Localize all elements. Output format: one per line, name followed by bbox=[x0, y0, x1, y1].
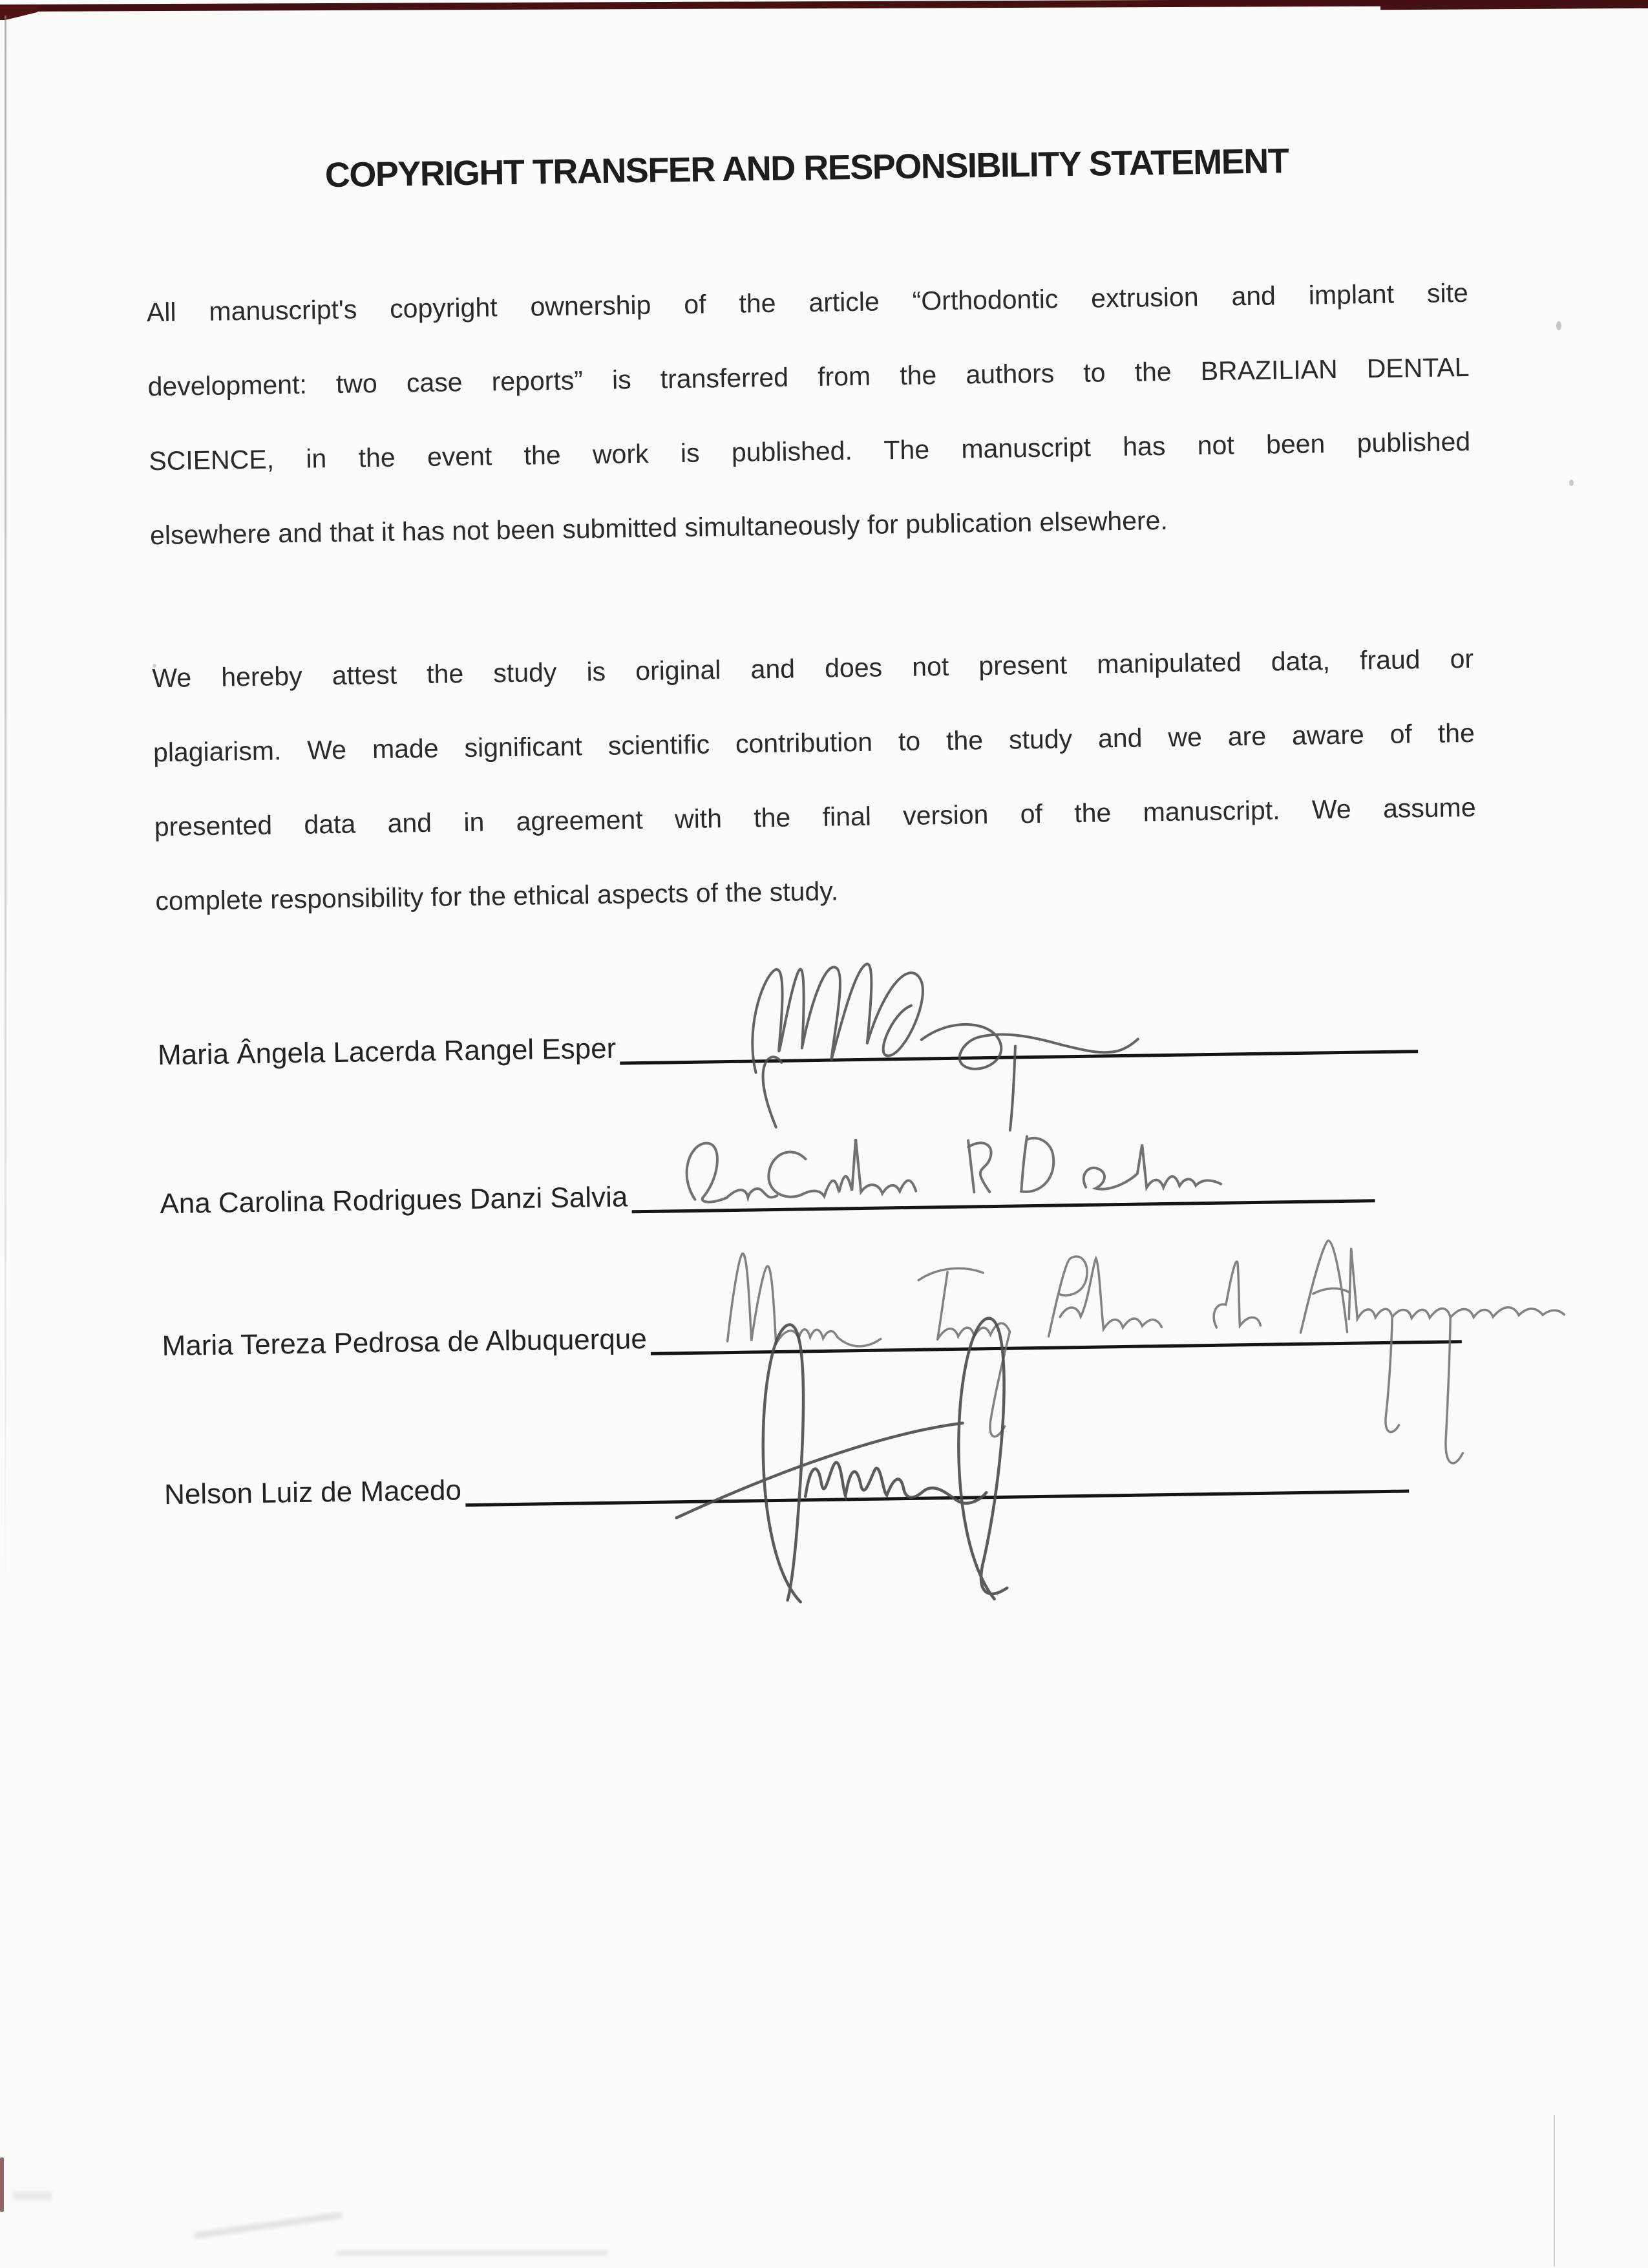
paragraph-line: development: two case reports” is transferred from the authors to the BRAZILIAN DENTAL bbox=[147, 352, 1470, 402]
signatory-name: Maria Tereza Pedrosa de Albuquerque bbox=[162, 1322, 648, 1362]
signatory-name: Maria Ângela Lacerda Rangel Esper bbox=[157, 1032, 617, 1072]
document-title: COPYRIGHT TRANSFER AND RESPONSIBILITY STATEMENT bbox=[324, 142, 1289, 195]
paragraph-line: SCIENCE, in the event the work is published. The manuscript has not been published bbox=[149, 426, 1471, 476]
paragraph-line: All manuscript's copyright ownership of the article “Orthodontic extrusion and implant site bbox=[146, 277, 1469, 328]
paragraph-line: complete responsibility for the ethical aspects of the study. bbox=[155, 876, 839, 917]
signatory-name: Ana Carolina Rodrigues Danzi Salvia bbox=[160, 1181, 628, 1220]
handwritten-signature-salvia bbox=[662, 1107, 1232, 1225]
paragraph-line: plagiarism. We made significant scientific contribution to the study and we are aware of the bbox=[153, 717, 1475, 768]
paragraph bbox=[146, 256, 1472, 573]
paragraph-line: We hereby attest the study is original and does not present manipulated data, fraud or bbox=[152, 643, 1474, 694]
paragraph-line: elsewhere and that it has not been submitted simultaneously for publication elsewhere. bbox=[149, 505, 1168, 551]
handwritten-signature-macedo bbox=[601, 1297, 1103, 1608]
paragraph bbox=[152, 622, 1478, 938]
statement-paragraphs bbox=[146, 256, 1477, 938]
paragraph-line: presented data and in agreement with the final version of the manuscript. We assume bbox=[154, 792, 1476, 842]
signatory-name: Nelson Luiz de Macedo bbox=[164, 1474, 462, 1511]
scan-left-bottom-mark bbox=[0, 2157, 4, 2212]
